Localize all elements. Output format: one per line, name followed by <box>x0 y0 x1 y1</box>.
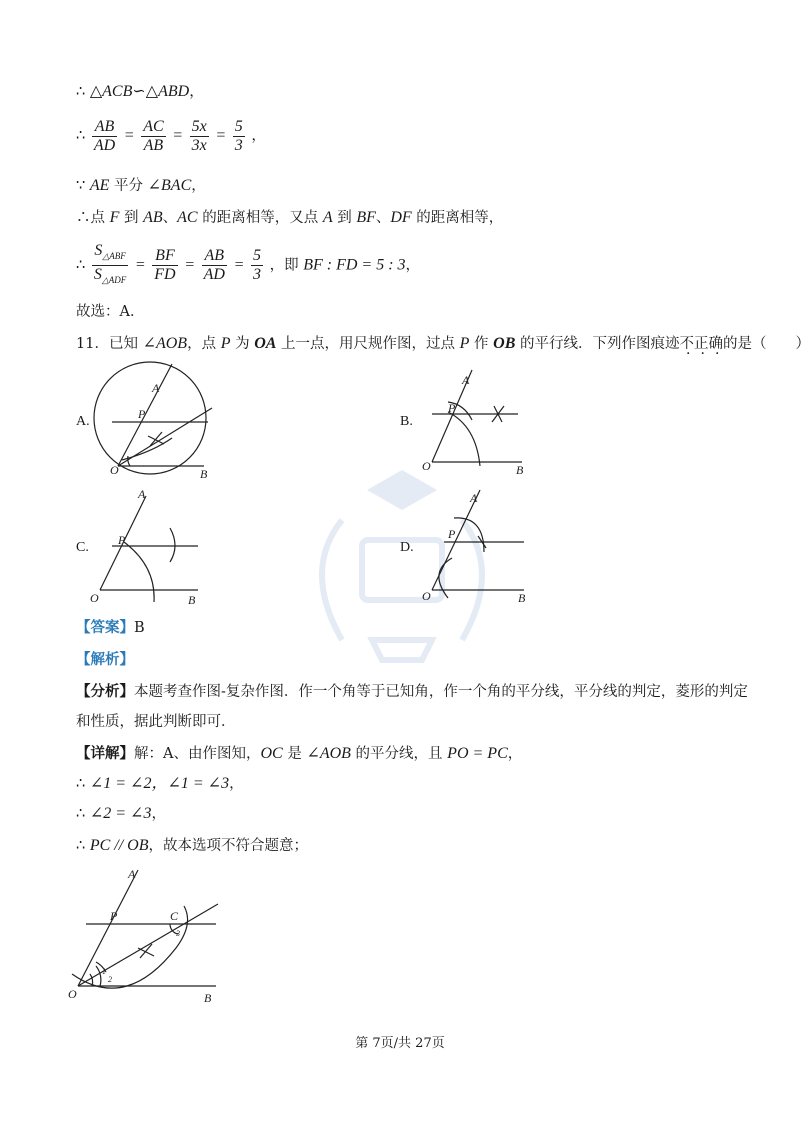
fraction-5-3: $\frac{5}{3}$ <box>234 117 243 154</box>
svg-text:2: 2 <box>108 975 112 984</box>
fraction-5-3-2: $\frac{5}{3}$ <box>252 247 261 283</box>
fraction-ac-ab: $\frac{AC}{AB}$ <box>143 117 164 154</box>
svg-text:O: O <box>110 463 119 477</box>
svg-text:B: B <box>518 591 526 605</box>
option-a-label: A. <box>76 414 90 429</box>
option-b-label: B. <box>400 414 413 429</box>
line-ratio-fractions: ∴ $\frac{AB}{AD}$ = $\frac{AC}{AB}$ = $\frac{5x}{3x}$ = $\frac{5}{3}$ ， <box>76 117 266 154</box>
svg-text:B: B <box>188 593 196 607</box>
option-d-label: D. <box>400 540 414 555</box>
svg-text:A: A <box>462 373 470 387</box>
fraction-bf-fd: $\frac{BF}{FD}$ <box>154 247 176 283</box>
svg-text:P: P <box>138 407 146 421</box>
figure-option-d <box>418 486 528 606</box>
fenxi-line-1: 【分析】本题考查作图-复杂作图．作一个角等于已知角，作一个角的平分线，平分线的判定，菱形的判定 <box>76 683 748 700</box>
svg-text:A: A <box>470 491 478 505</box>
svg-text:3: 3 <box>176 929 180 938</box>
svg-text:O: O <box>422 589 431 603</box>
step-1: ∴ ∠1 = ∠2，∠1 = ∠3， <box>76 775 244 792</box>
figure-option-b <box>418 366 528 476</box>
figure-solution-a <box>66 862 226 1008</box>
fraction-ab-ad: $\frac{AB}{AD}$ <box>93 117 116 154</box>
answer-value: B <box>134 620 145 636</box>
fraction-ab-ad-2: $\frac{AB}{AD}$ <box>203 247 225 283</box>
svg-text:1: 1 <box>102 967 106 976</box>
question-11: 11．已知 ∠AOB，点 P 为 OA 上一点，用尺规作图，过点 P 作 OB 的平行线．下列作图痕迹不正确的是（ ） <box>76 335 810 352</box>
answer-line: 【答案】B <box>76 619 145 636</box>
page-footer: 第 7页/共 27页 <box>355 1036 445 1051</box>
svg-text:O: O <box>68 987 77 1001</box>
fenxi-line-2: 和性质，据此判断即可． <box>76 714 236 730</box>
svg-text:A: A <box>138 487 146 501</box>
svg-text:O: O <box>422 459 431 473</box>
xiangjie-line: 【详解】解：A、由作图知，OC 是 ∠AOB 的平分线，且 PO = PC， <box>76 745 523 762</box>
analysis-heading: 【解析】 <box>76 651 134 668</box>
option-c-label: C. <box>76 540 89 555</box>
svg-text:P: P <box>448 401 456 415</box>
line-ae-bisects: ∵ AE 平分 ∠BAC， <box>76 177 206 194</box>
figure-option-c <box>90 486 210 606</box>
svg-text:C: C <box>170 909 179 923</box>
svg-text:B: B <box>516 463 524 477</box>
svg-text:A: A <box>152 381 160 395</box>
figure-option-a <box>92 352 222 482</box>
line-area-ratio: ∴ $\frac{S_{\triangle ABF}}{S_{\triangle ADF}}$ = $\frac{BF}{FD}$ = $\frac{AB}{AD}$ = $\frac{5}{3}$ ，即 BF : FD = 5 : 3， <box>76 242 420 289</box>
line-similar-triangles: ∴ △ACB∽△ABD， <box>76 83 204 100</box>
step-2: ∴ ∠2 = ∠3， <box>76 805 166 822</box>
step-3: ∴ PC // OB，故本选项不符合题意； <box>76 837 309 854</box>
svg-text:B: B <box>200 467 208 481</box>
svg-text:P: P <box>448 527 456 541</box>
svg-text:P: P <box>118 533 126 547</box>
fraction-5x-3x: $\frac{5x}{3x}$ <box>191 117 207 154</box>
line-answer-choice: 故选：A． <box>76 304 145 320</box>
svg-text:O: O <box>90 591 99 605</box>
line-equal-distances: ∴点 F 到 AB、AC 的距离相等，又点 A 到 BF、DF 的距离相等， <box>76 209 504 226</box>
svg-text:B: B <box>204 991 212 1005</box>
fraction-area-ratio: $\frac{S_{\triangle ABF}}{S_{\triangle ADF}}$ <box>93 242 127 285</box>
svg-text:P: P <box>110 909 118 923</box>
svg-text:A: A <box>128 867 136 881</box>
